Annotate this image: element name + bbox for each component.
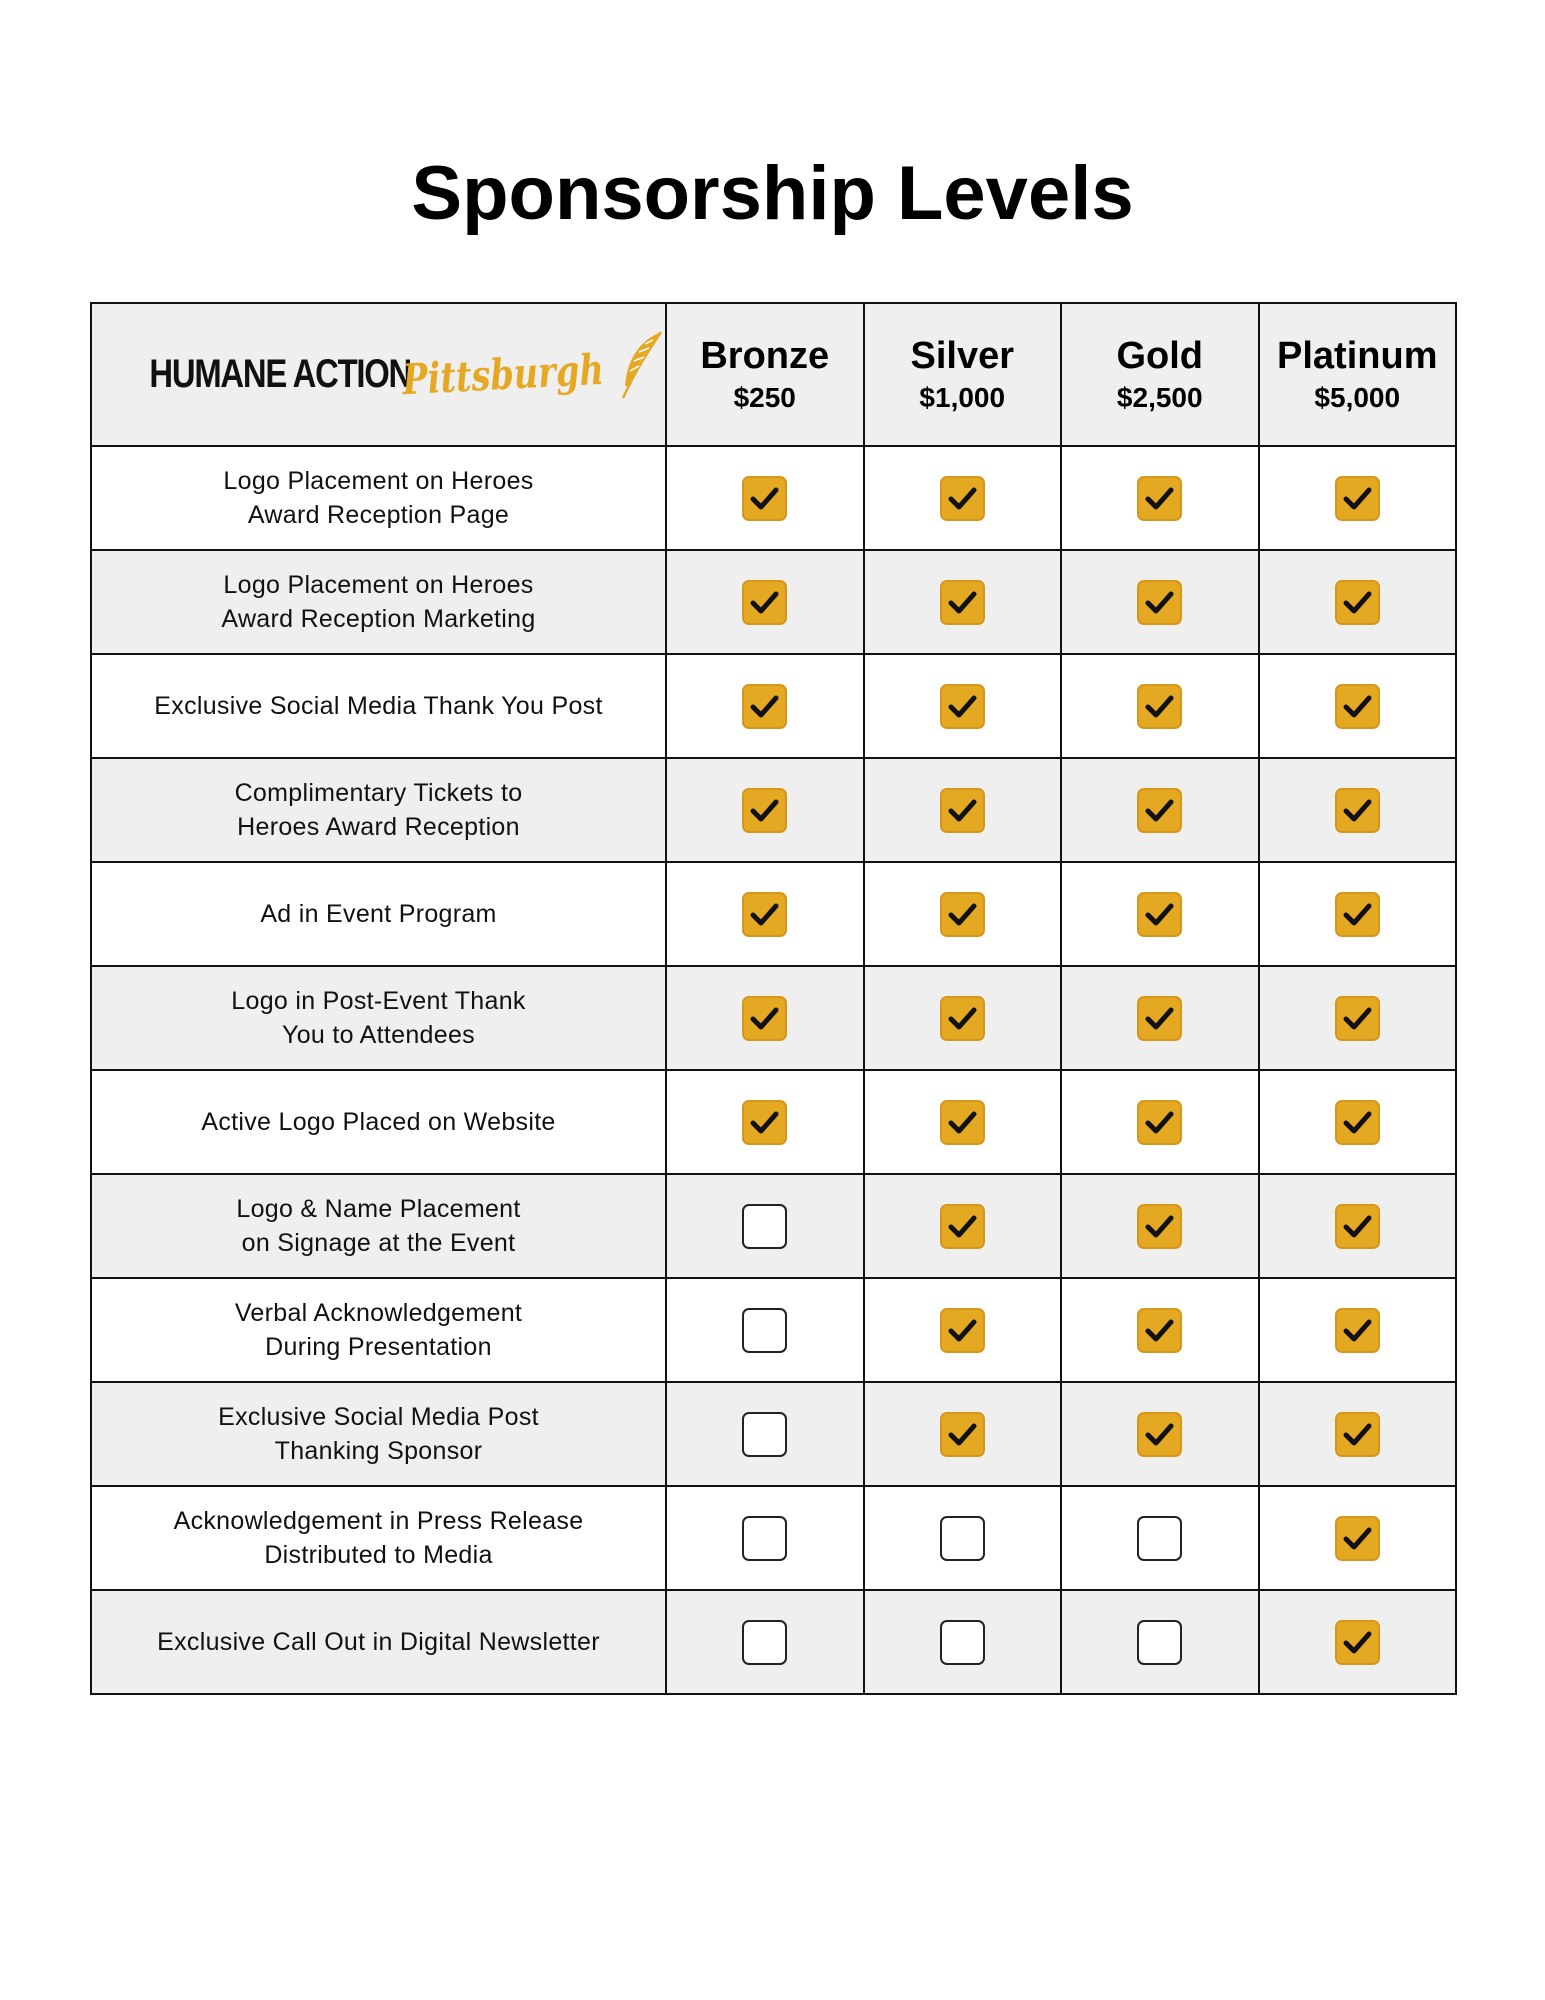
check-cell-gold [1061,1070,1259,1174]
unchecked-checkbox-icon [742,1412,787,1457]
checked-checkbox-icon [1137,1204,1182,1249]
level-name: Bronze [700,334,830,377]
feature-label: Exclusive Social Media Thank You Post [154,692,603,720]
checked-checkbox-icon [1335,1100,1380,1145]
check-cell-bronze [666,758,864,862]
level-price: $2,500 [1116,381,1203,413]
feature-cell [91,1278,666,1382]
table-body [91,446,1456,1694]
check-cell-bronze [666,446,864,550]
level-price: $5,000 [1314,381,1401,413]
checked-checkbox-icon [1137,788,1182,833]
checked-checkbox-icon [940,996,985,1041]
check-cell-gold [1061,1590,1259,1694]
check-cell-gold [1061,1174,1259,1278]
table-header-row [91,303,1456,446]
table-row [91,550,1456,654]
checked-checkbox-icon [742,892,787,937]
check-cell-gold [1061,1382,1259,1486]
checked-checkbox-icon [1137,476,1182,521]
checked-checkbox-icon [1335,892,1380,937]
humane-action-logo [92,304,665,445]
feature-label: Logo & Name Placement on Signage at the Event [236,1195,521,1257]
check-cell-bronze [666,1486,864,1590]
checked-checkbox-icon [1137,996,1182,1041]
check-cell-silver [864,862,1062,966]
check-cell-bronze [666,862,864,966]
check-cell-bronze [666,1174,864,1278]
check-cell-platinum [1259,1070,1457,1174]
check-cell-gold [1061,1278,1259,1382]
table-row [91,1486,1456,1590]
checked-checkbox-icon [1137,684,1182,729]
check-cell-silver [864,446,1062,550]
feature-cell [91,1486,666,1590]
checked-checkbox-icon [1335,788,1380,833]
check-cell-silver [864,550,1062,654]
check-cell-platinum [1259,446,1457,550]
checked-checkbox-icon [940,1100,985,1145]
checked-checkbox-icon [940,1204,985,1249]
check-cell-gold [1061,446,1259,550]
check-cell-bronze [666,1070,864,1174]
level-price: $1,000 [919,381,1006,413]
unchecked-checkbox-icon [742,1516,787,1561]
check-cell-silver [864,1278,1062,1382]
checked-checkbox-icon [940,476,985,521]
level-header-platinum [1259,303,1457,446]
checked-checkbox-icon [1137,1100,1182,1145]
check-cell-bronze [666,1278,864,1382]
feather-icon [619,330,665,400]
checked-checkbox-icon [1335,1620,1380,1665]
checked-checkbox-icon [1335,580,1380,625]
checked-checkbox-icon [940,580,985,625]
checked-checkbox-icon [1335,476,1380,521]
feature-label: Active Logo Placed on Website [201,1108,556,1136]
checked-checkbox-icon [940,892,985,937]
checked-checkbox-icon [742,684,787,729]
unchecked-checkbox-icon [940,1516,985,1561]
check-cell-bronze [666,654,864,758]
checked-checkbox-icon [742,788,787,833]
checked-checkbox-icon [1137,1308,1182,1353]
check-cell-gold [1061,758,1259,862]
logo-wordmark: HUMANE ACTION [149,352,412,396]
unchecked-checkbox-icon [742,1620,787,1665]
check-cell-silver [864,654,1062,758]
checked-checkbox-icon [940,1308,985,1353]
check-cell-silver [864,1486,1062,1590]
page-title: Sponsorship Levels [411,151,1134,236]
feature-cell [91,654,666,758]
checked-checkbox-icon [1335,1412,1380,1457]
check-cell-platinum [1259,1590,1457,1694]
level-header-silver [864,303,1062,446]
checked-checkbox-icon [742,476,787,521]
feature-cell [91,1070,666,1174]
feature-label: Exclusive Social Media Post Thanking Sponsor [218,1403,539,1465]
table-row [91,1590,1456,1694]
table-row [91,966,1456,1070]
feature-label: Ad in Event Program [260,900,497,928]
checked-checkbox-icon [1335,996,1380,1041]
feature-cell [91,550,666,654]
checked-checkbox-icon [1335,1308,1380,1353]
unchecked-checkbox-icon [1137,1516,1182,1561]
feature-cell [91,862,666,966]
feature-cell [91,1590,666,1694]
checked-checkbox-icon [742,580,787,625]
checked-checkbox-icon [1137,580,1182,625]
check-cell-platinum [1259,1486,1457,1590]
check-cell-silver [864,1590,1062,1694]
checked-checkbox-icon [940,684,985,729]
feature-label: Logo Placement on Heroes Award Reception Marketing [221,571,536,633]
table-row [91,1070,1456,1174]
logo-cell [91,303,666,446]
checked-checkbox-icon [1137,892,1182,937]
table-row [91,758,1456,862]
check-cell-gold [1061,862,1259,966]
level-name: Silver [910,334,1015,377]
check-cell-bronze [666,966,864,1070]
checked-checkbox-icon [1335,1204,1380,1249]
unchecked-checkbox-icon [742,1204,787,1249]
feature-cell [91,446,666,550]
checked-checkbox-icon [742,996,787,1041]
check-cell-silver [864,1382,1062,1486]
unchecked-checkbox-icon [742,1308,787,1353]
level-price: $250 [733,381,796,413]
table-row [91,446,1456,550]
check-cell-platinum [1259,966,1457,1070]
check-cell-silver [864,758,1062,862]
checked-checkbox-icon [1335,1516,1380,1561]
check-cell-platinum [1259,1174,1457,1278]
checked-checkbox-icon [940,788,985,833]
feature-cell [91,1382,666,1486]
feature-cell [91,758,666,862]
check-cell-bronze [666,1590,864,1694]
table-row [91,1278,1456,1382]
checked-checkbox-icon [742,1100,787,1145]
check-cell-gold [1061,966,1259,1070]
checked-checkbox-icon [940,1412,985,1457]
logo-script-text: Pittsburgh [401,344,605,405]
check-cell-platinum [1259,550,1457,654]
feature-label: Exclusive Call Out in Digital Newsletter [157,1628,600,1656]
feature-label: Verbal Acknowledgement During Presentation [234,1299,523,1361]
check-cell-platinum [1259,1382,1457,1486]
check-cell-silver [864,966,1062,1070]
feature-label: Logo in Post-Event Thank You to Attendees [231,987,526,1049]
level-name: Platinum [1277,334,1438,377]
checked-checkbox-icon [1335,684,1380,729]
level-header-gold [1061,303,1259,446]
check-cell-platinum [1259,862,1457,966]
unchecked-checkbox-icon [1137,1620,1182,1665]
check-cell-gold [1061,550,1259,654]
check-cell-gold [1061,654,1259,758]
sponsorship-table [90,302,1457,1695]
check-cell-silver [864,1174,1062,1278]
check-cell-bronze [666,550,864,654]
unchecked-checkbox-icon [940,1620,985,1665]
feature-label: Acknowledgement in Press Release Distributed to Media [173,1507,584,1569]
feature-cell [91,966,666,1070]
checked-checkbox-icon [1137,1412,1182,1457]
check-cell-bronze [666,1382,864,1486]
check-cell-platinum [1259,1278,1457,1382]
table-row [91,654,1456,758]
table-row [91,1382,1456,1486]
table-row [91,1174,1456,1278]
check-cell-platinum [1259,758,1457,862]
feature-cell [91,1174,666,1278]
check-cell-platinum [1259,654,1457,758]
level-header-bronze [666,303,864,446]
check-cell-silver [864,1070,1062,1174]
check-cell-gold [1061,1486,1259,1590]
table-row [91,862,1456,966]
feature-label: Complimentary Tickets to Heroes Award Reception [234,779,523,841]
level-name: Gold [1116,334,1204,377]
feature-label: Logo Placement on Heroes Award Reception Page [223,467,534,529]
